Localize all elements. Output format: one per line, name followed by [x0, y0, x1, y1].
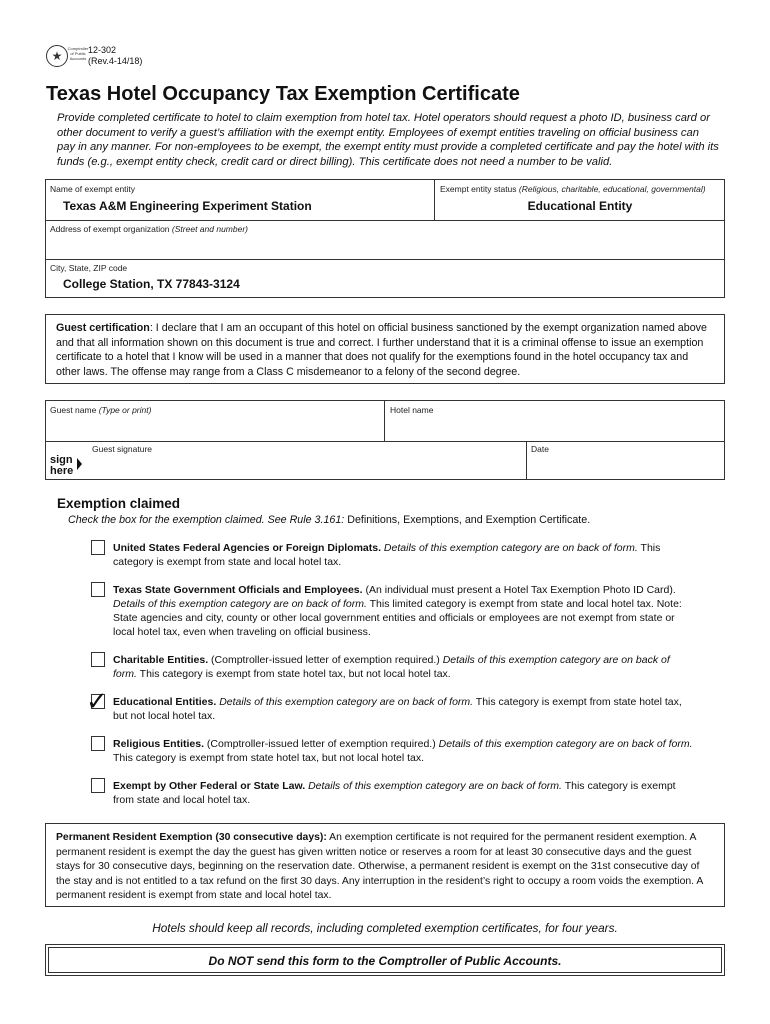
records-note: Hotels should keep all records, including completed exemption certificates, for four years.: [152, 921, 618, 935]
checkbox-other-law[interactable]: [91, 778, 105, 793]
guest-name-label: Guest name (Type or print): [50, 405, 152, 415]
address-label: Address of exempt organization (Street and number): [50, 224, 248, 234]
exemption-heading: Exemption claimed: [57, 496, 181, 511]
check-mark-icon: ✓: [86, 686, 108, 716]
checkbox-federal-agencies[interactable]: [91, 540, 105, 555]
exemption-item-state-officials: Texas State Government Officials and Employees. (An individual must present a Hotel Tax Exemption Photo ID Card). Details of this exemption category are on back of form. This limited category is exempt from state and local hotel tax. Note: State agencies and city, county or other local government entities and officials or employees are not exempt from state or local hotel tax, even when traveling on official business.: [113, 584, 682, 638]
permanent-resident-heading: Permanent Resident Exemption (30 consecutive days):: [56, 832, 327, 843]
permanent-resident-text: An exemption certificate is not required for the permanent resident exemption. A permanent resident is exempt the day the guest has given written notice or reserves a room for at least 30 consecutive days and the guest stays for 30 consecutive days, beginning on the reservation date. Otherwise, a permanent resident is exempt on the 31st consecutive day of the stay and is not entitled to a tax refund on the first 30 days. Any interruption in the resident’s right to occupy a room voids the exemption. A permanent resident is exempt from state and local hotel tax.: [56, 832, 703, 901]
sign-here-arrow-icon: [77, 458, 82, 470]
guest-signature-label: Guest signature: [92, 444, 153, 454]
guest-certification-box: [45, 314, 725, 384]
hotel-name-field[interactable]: [388, 417, 718, 437]
city-state-zip-field[interactable]: College Station, TX 77843-3124: [63, 277, 240, 291]
state-seal-icon: ★: [46, 45, 68, 67]
entity-name-label: Name of exempt entity: [50, 184, 136, 194]
address-field[interactable]: [63, 238, 703, 254]
entity-status-field[interactable]: Educational Entity: [527, 199, 633, 213]
entity-status-label: Exempt entity status (Religious, charitable, educational, governmental): [440, 184, 706, 194]
checkbox-state-officials[interactable]: [91, 582, 105, 597]
exemption-item-federal: United States Federal Agencies or Foreign Diplomats. Details of this exemption category are on back of form. This category is exempt from state and local hotel tax.: [113, 542, 661, 568]
form-number: 12-302: [88, 45, 117, 55]
exemption-item-other-law: Exempt by Other Federal or State Law. Details of this exemption category are on back of form. This category is exempt from state and local hotel tax.: [113, 780, 676, 806]
checkbox-religious[interactable]: [91, 736, 105, 751]
entity-name-field[interactable]: Texas A&M Engineering Experiment Station: [63, 199, 312, 213]
exemption-item-charitable: Charitable Entities. (Comptroller-issued letter of exemption required.) Details of this exemption category are on back of form. This category is exempt from state hotel tax, but not local hotel tax.: [113, 654, 670, 680]
do-not-send-text: Do NOT send this form to the Comptroller of Public Accounts.: [208, 954, 562, 968]
date-field[interactable]: [530, 455, 720, 477]
checkbox-charitable[interactable]: [91, 652, 105, 667]
form-number-block: [88, 45, 142, 67]
date-label: Date: [531, 444, 549, 454]
agency-name: Comptroller of Public Accounts: [67, 46, 89, 61]
guest-certification-text: : I declare that I am an occupant of this hotel on official business sanctioned by the exempt organization named above and that all information shown on this document is true and correct. I further understand that it is a criminal offense to issue an exemption certificate to a hotel that I know will be used in a manner that does not qualify for the exemptions found in the hotel occupancy tax and other laws. The offense may range from a Class C misdemeanor to a felony of the second degree.: [56, 322, 707, 378]
guest-name-field[interactable]: [50, 417, 380, 437]
exemption-instruction: Check the box for the exemption claimed. See Rule 3.161: Definitions, Exemptions, and Exemption Certificate.: [68, 514, 591, 526]
do-not-send-box: [45, 944, 725, 976]
entity-section: [45, 179, 725, 298]
city-state-zip-label: City, State, ZIP code: [50, 263, 128, 273]
hotel-name-label: Hotel name: [390, 405, 434, 415]
form-revision: (Rev.4-14/18): [88, 56, 143, 66]
guest-signature-field[interactable]: [90, 455, 520, 477]
page-title: Texas Hotel Occupancy Tax Exemption Certificate: [46, 83, 520, 105]
exemption-item-religious: Religious Entities. (Comptroller-issued letter of exemption required.) Details of this exemption category are on back of form. This category is exempt from state hotel tax, but not local hotel tax.: [113, 738, 693, 764]
exemption-item-educational: Educational Entities. Details of this exemption category are on back of form. This category is exempt from state hotel tax, but not local hotel tax.: [113, 696, 682, 722]
guest-certification-heading: Guest certification: [56, 322, 150, 334]
permanent-resident-box: [45, 823, 725, 907]
intro-paragraph: Provide completed certificate to hotel to claim exemption from hotel tax. Hotel operators should request a photo ID, business card or other document to verify a guest’s affiliation with the exempt entity. Employees of exempt entities traveling on official business can pay in any manner. For non-employees to be exempt, the exempt entity must provide a completed certificate and pay the hotel with its funds (e.g., exempt entity check, credit card or direct billing). This certificate does not need a number to be valid.: [57, 112, 719, 168]
sign-here-marker: sign here: [50, 454, 74, 477]
guest-section: [45, 400, 725, 480]
